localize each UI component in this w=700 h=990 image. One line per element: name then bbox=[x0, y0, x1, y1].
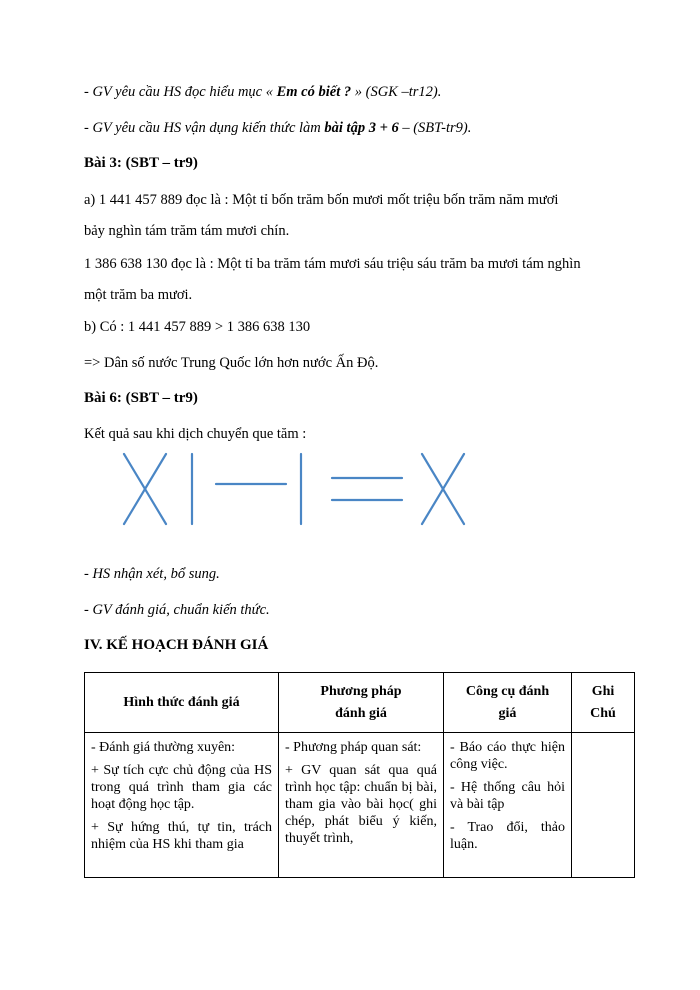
header-hinh-thuc-text: Hình thức đánh giá bbox=[123, 694, 240, 710]
bai3-title: Bài 3: (SBT – tr9) bbox=[84, 155, 198, 171]
evaluation-plan-table bbox=[84, 672, 635, 878]
intro-line-2 bbox=[84, 120, 471, 137]
intro-line-2-end: – (SBT-tr9). bbox=[398, 120, 472, 136]
intro-line-2-bold: bài tập 3 + 6 bbox=[324, 120, 399, 136]
cell-phuong-phap bbox=[279, 733, 444, 878]
header-ghi-chu-line-1: Ghi bbox=[591, 683, 615, 699]
bai6-title: Bài 6: (SBT – tr9) bbox=[84, 390, 198, 406]
intro-line-1-start: - GV yêu cầu HS đọc hiểu mục « bbox=[84, 84, 277, 100]
cell-hinh-thuc bbox=[85, 733, 279, 878]
header-cong-cu-line-1: Công cụ đánh bbox=[465, 683, 550, 699]
header-phuong-phap bbox=[279, 673, 444, 733]
bai3-part-b: b) Có : 1 441 457 889 > 1 386 638 130 bbox=[84, 319, 311, 335]
bai3-a-line-1: a) 1 441 457 889 đọc là : Một tỉ bốn trăm bốn mươi mốt triệu bốn trăm năm mươi bbox=[84, 192, 559, 208]
header-ghi-chu-line-2: Chú bbox=[590, 705, 616, 721]
hs-comment: - HS nhận xét, bổ sung. bbox=[84, 566, 220, 582]
bai3-num2-line-1: 1 386 638 130 đọc là : Một tỉ ba trăm tám mươi sáu triệu sáu trăm ba mươi tám nghìn bbox=[84, 256, 581, 272]
cell-hinh-thuc-p2: + Sự tích cực chủ động của HS trong quá trình tham gia các hoạt động học tập. bbox=[91, 763, 272, 812]
cell-hinh-thuc-p1: - Đánh giá thường xuyên: bbox=[91, 740, 236, 755]
header-cong-cu-line-2: giá bbox=[498, 705, 517, 721]
bai3-num2-line-2: một trăm ba mươi. bbox=[84, 287, 193, 303]
bai3-part-a bbox=[84, 185, 634, 247]
cell-hinh-thuc-p3: + Sự hứng thú, tự tin, trách nhiệm của HS khi tham gia bbox=[91, 820, 272, 852]
intro-line-1-bold: Em có biết ? bbox=[276, 84, 352, 100]
bai6-result-label: Kết quả sau khi dịch chuyển que tăm : bbox=[84, 426, 307, 442]
cell-phuong-phap-p1: - Phương pháp quan sát: bbox=[285, 740, 422, 755]
cell-ghi-chu bbox=[572, 733, 635, 878]
bai3-a-line-2: bảy nghìn tám trăm tám mươi chín. bbox=[84, 223, 290, 239]
bai3-conclusion: => Dân số nước Trung Quốc lớn hơn nước Ấn Độ. bbox=[84, 355, 379, 371]
header-hinh-thuc bbox=[85, 673, 279, 733]
cell-cong-cu bbox=[444, 733, 572, 878]
intro-line-1 bbox=[84, 84, 441, 101]
intro-line-2-start: - GV yêu cầu HS vận dụng kiến thức làm bbox=[84, 120, 325, 136]
cell-cong-cu-p3: - Trao đổi, thảo luận. bbox=[450, 820, 565, 852]
header-ghi-chu bbox=[572, 673, 635, 733]
header-phuong-phap-line-1: Phương pháp bbox=[320, 683, 402, 699]
table-row bbox=[85, 733, 635, 878]
section-iv-title: IV. KẾ HOẠCH ĐÁNH GIÁ bbox=[84, 637, 269, 653]
gv-evaluation: - GV đánh giá, chuẩn kiến thức. bbox=[84, 602, 270, 618]
bai3-second-number bbox=[84, 249, 634, 311]
table-header-row bbox=[85, 673, 635, 733]
header-cong-cu bbox=[444, 673, 572, 733]
intro-line-1-end: » (SGK –tr12). bbox=[351, 84, 442, 100]
header-phuong-phap-line-2: đánh giá bbox=[335, 705, 387, 721]
cell-cong-cu-p2: - Hệ thống câu hỏi và bài tập bbox=[450, 780, 565, 812]
cell-cong-cu-p1: - Báo cáo thực hiện công việc. bbox=[450, 740, 565, 772]
cell-phuong-phap-p2: + GV quan sát qua quá trình học tập: chuẩn bị bài, tham gia vào bài học( ghi chép, phát biểu ý kiến, thuyết trình, bbox=[285, 763, 437, 846]
toothpick-figure bbox=[110, 448, 480, 528]
